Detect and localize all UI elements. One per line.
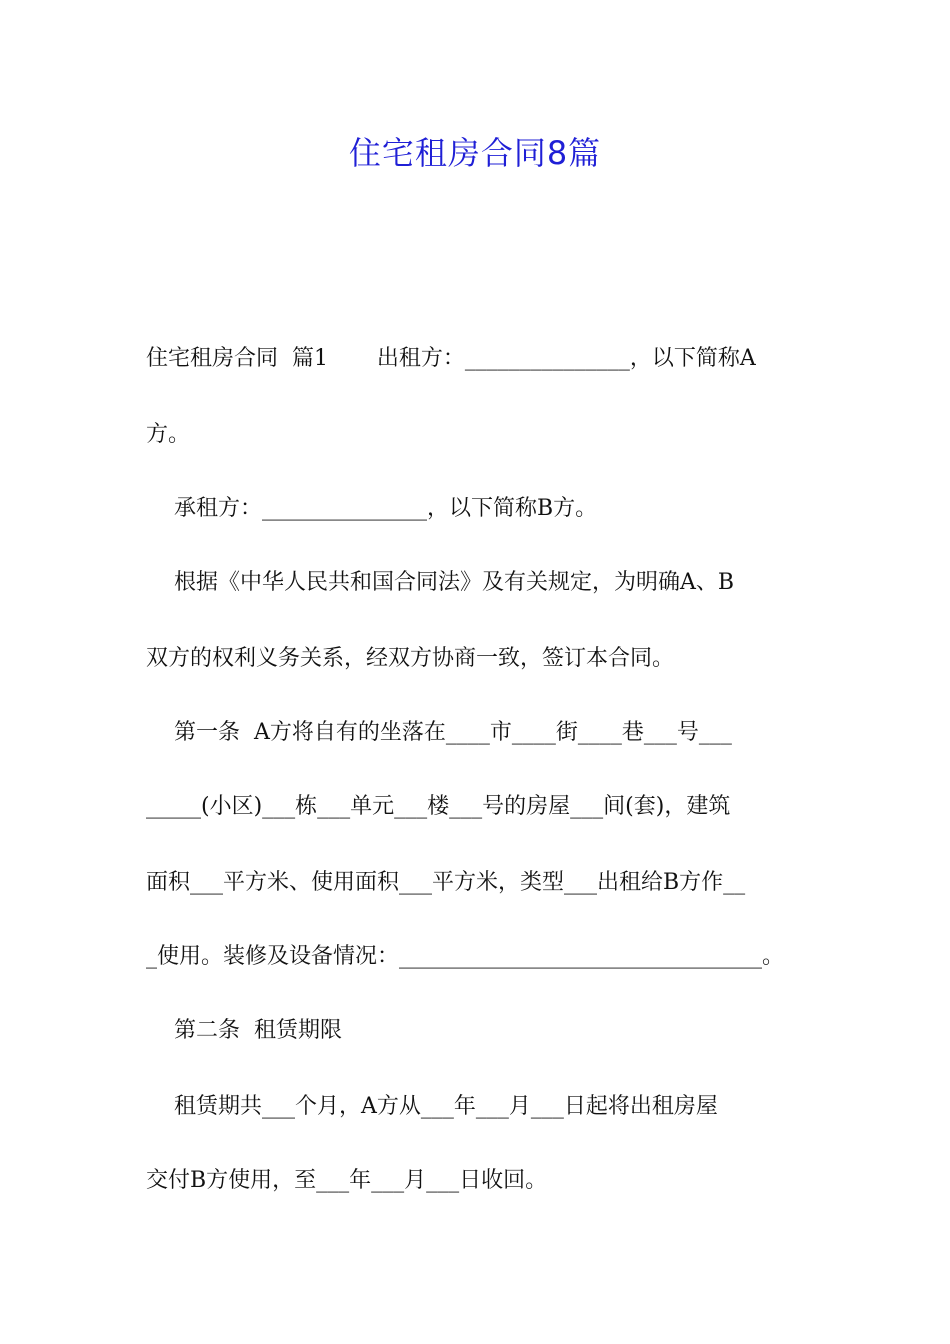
paragraph-line: 住宅租房合同 篇1 出租方：_______________，以下简称A [146,346,756,371]
paragraph-line: 双方的权利义务关系，经双方协商一致，签订本合同。 [146,646,675,671]
paragraph-line: 方。 [146,422,191,447]
document-title: 住宅租房合同8篇 [348,134,602,172]
paragraph-line: _使用。装修及设备情况：_________________________________。 [146,944,785,969]
paragraph-line: 交付B方使用，至___年___月___日收回。 [146,1168,548,1193]
paragraph-line: 面积___平方米、使用面积___平方米，类型___出租给B方作__ [146,870,746,895]
section-heading: 第二条 租赁期限 [146,1018,342,1043]
paragraph-line: 第一条 A方将自有的坐落在____市____街____巷___号___ [146,720,732,745]
paragraph-line: 租赁期共___个月，A方从___年___月___日起将出租房屋 [146,1094,718,1119]
paragraph-line: 承租方：_______________，以下简称B方。 [146,496,598,521]
paragraph-line: 根据《中华人民共和国合同法》及有关规定，为明确A、B [146,570,735,595]
paragraph-line: _____(小区)___栋___单元___楼___号的房屋___间(套)，建筑 [146,794,731,819]
